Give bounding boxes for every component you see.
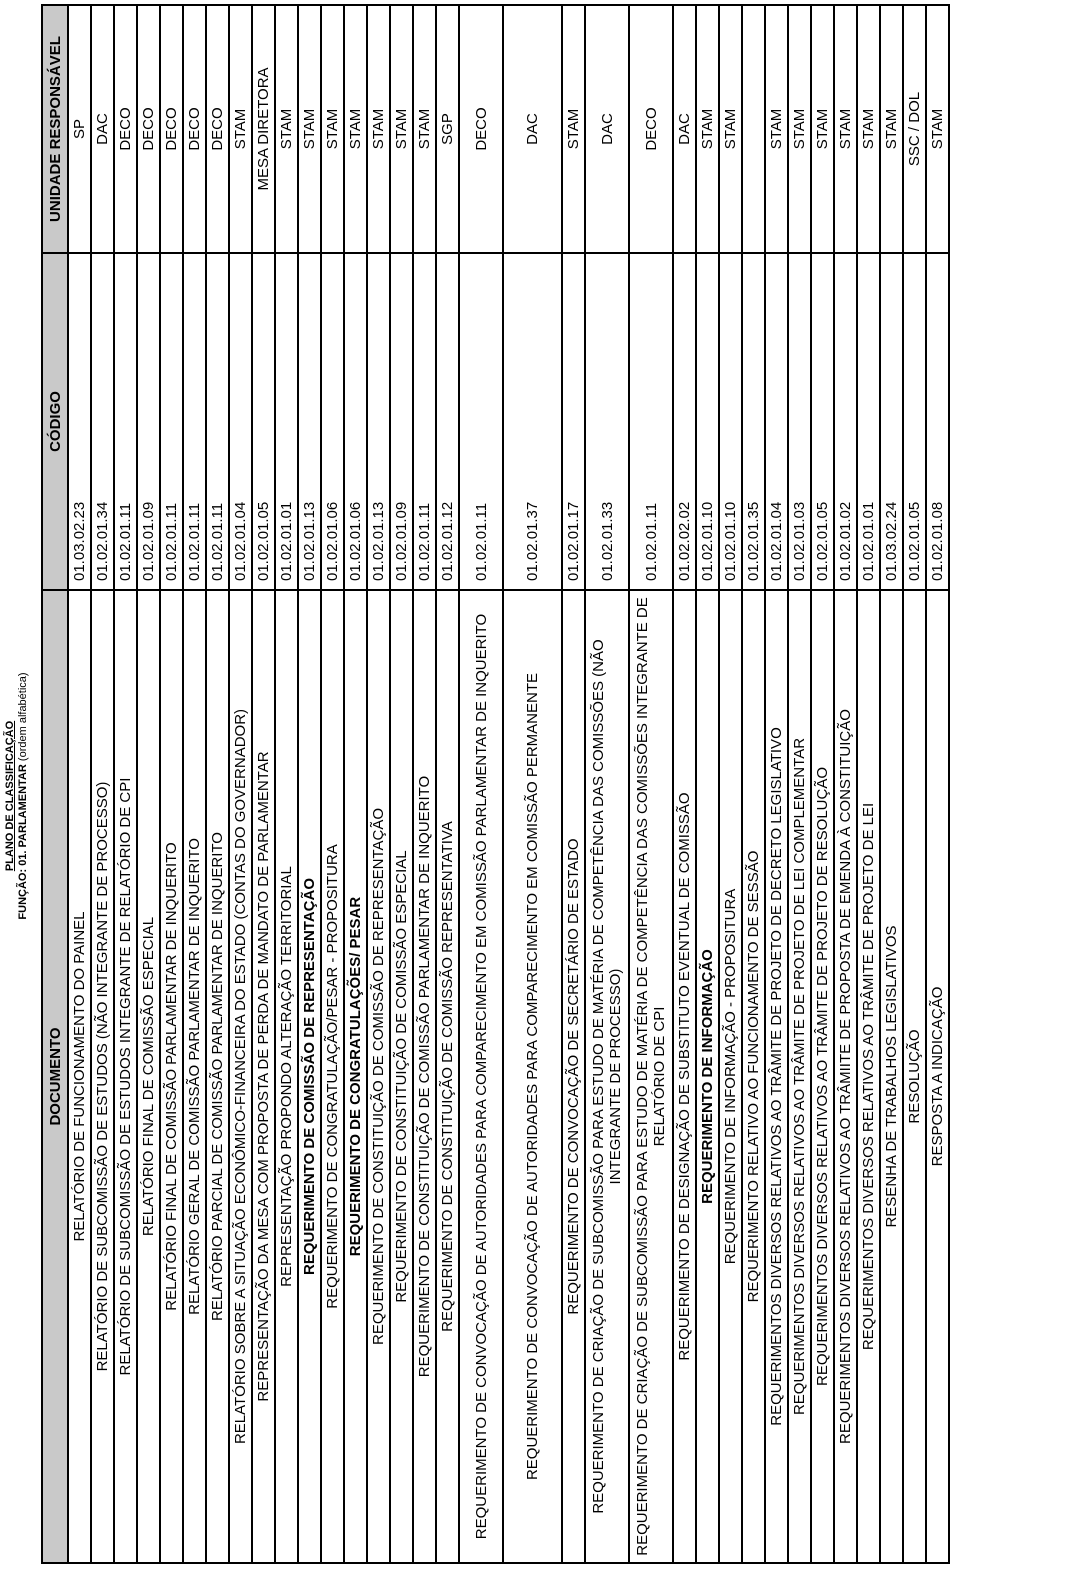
table-row	[91, 5, 114, 1563]
table-row	[857, 5, 880, 1563]
unit-cell: STAM	[321, 5, 344, 253]
document-cell: RELATÓRIO DE SUBCOMISSÃO DE ESTUDOS (NÃO INTEGRANTE DE PROCESSO)	[91, 590, 114, 1563]
table-row	[137, 5, 160, 1563]
document-cell: REQUERIMENTO DE CONSTITUIÇÃO DE COMISSÃO DE REPRESENTAÇÃO	[367, 590, 390, 1563]
unit-cell: DECO	[629, 5, 673, 253]
unit-cell: STAM	[367, 5, 390, 253]
table-row	[926, 5, 949, 1563]
code-cell: 01.02.01.05	[811, 253, 834, 590]
unit-cell: DECO	[183, 5, 206, 253]
table-row	[252, 5, 275, 1563]
table-row	[880, 5, 903, 1563]
table-row	[344, 5, 367, 1563]
document-cell: REPRESENTAÇÃO PROPONDO ALTERAÇÃO TERRITORIAL	[275, 590, 298, 1563]
table-row	[673, 5, 696, 1563]
code-cell: 01.02.01.33	[585, 253, 629, 590]
document-cell: REQUERIMENTO RELATIVO AO FUNCIONAMENTO DE SESSÃO	[742, 590, 765, 1563]
code-cell: 01.02.01.02	[834, 253, 857, 590]
document-cell: REQUERIMENTOS DIVERSOS RELATIVOS AO TRÂMITE DE PROJETO DE LEI	[857, 590, 880, 1563]
document-cell: RELATÓRIO PARCIAL DE COMISSÃO PARLAMENTAR DE INQUERITO	[206, 590, 229, 1563]
table-row	[903, 5, 926, 1563]
table-row	[459, 5, 503, 1563]
table-header-row	[42, 5, 68, 1563]
code-cell: 01.02.01.05	[903, 253, 926, 590]
code-cell: 01.03.02.24	[880, 253, 903, 590]
unit-cell: DAC	[585, 5, 629, 253]
unit-cell: DECO	[459, 5, 503, 253]
code-cell: 01.02.02.02	[673, 253, 696, 590]
code-cell: 01.02.01.11	[160, 253, 183, 590]
unit-cell: DECO	[160, 5, 183, 253]
unit-cell: STAM	[788, 5, 811, 253]
unit-cell: SP	[68, 5, 91, 253]
table-row	[367, 5, 390, 1563]
document-cell: RELATÓRIO FINAL DE COMISSÃO ESPECIAL	[137, 590, 160, 1563]
code-cell: 01.03.02.23	[68, 253, 91, 590]
document-cell: REQUERIMENTO DE CONGRATULAÇÕES/ PESAR	[344, 590, 367, 1563]
document-cell: RESPOSTA A INDICAÇÃO	[926, 590, 949, 1563]
document-cell: REQUERIMENTO DE INFORMAÇÃO	[696, 590, 719, 1563]
unit-cell: STAM	[298, 5, 321, 253]
document-cell: REQUERIMENTO DE INFORMAÇÃO - PROPOSITURA	[719, 590, 742, 1563]
code-cell: 01.02.01.11	[183, 253, 206, 590]
table-row	[183, 5, 206, 1563]
table-row	[413, 5, 436, 1563]
unit-cell: STAM	[390, 5, 413, 253]
table-row	[68, 5, 91, 1563]
unit-cell: STAM	[229, 5, 252, 253]
unit-cell: STAM	[765, 5, 788, 253]
table-row	[696, 5, 719, 1563]
unit-cell: STAM	[344, 5, 367, 253]
code-cell: 01.02.01.11	[206, 253, 229, 590]
classification-table	[41, 4, 950, 1564]
unit-cell	[742, 5, 765, 253]
unit-cell: DAC	[91, 5, 114, 253]
unit-cell: DAC	[503, 5, 562, 253]
document-cell: REQUERIMENTO DE CRIAÇÃO DE SUBCOMISSÃO PARA ESTUDO DE MATÉRIA DE COMPETÊNCIA DAS COMISSÕES INTEGRANTE DE RELATÓRIO DE CPI	[629, 590, 673, 1563]
document-header	[0, 0, 40, 1592]
code-cell: 01.02.01.09	[137, 253, 160, 590]
code-cell: 01.02.01.03	[788, 253, 811, 590]
document-cell: REQUERIMENTO DE CONSTITUIÇÃO DE COMISSÃO REPRESENTATIVA	[436, 590, 459, 1563]
code-cell: 01.02.01.35	[742, 253, 765, 590]
code-cell: 01.02.01.10	[696, 253, 719, 590]
table-row	[788, 5, 811, 1563]
document-cell: REQUERIMENTO DE CONVOCAÇÃO DE AUTORIDADES PARA COMPARECIMENTO EM COMISSÃO PERMANENTE	[503, 590, 562, 1563]
code-cell: 01.02.01.12	[436, 253, 459, 590]
document-cell: REQUERIMENTO DE DESIGNAÇÃO DE SUBSTITUTO EVENTUAL DE COMISSÃO	[673, 590, 696, 1563]
document-cell: REQUERIMENTOS DIVERSOS RELATIVOS AO TRÂMIITE DE PROPOSTA DE EMENDA À CONSTITUIÇÃO	[834, 590, 857, 1563]
subtitle-note: (ordem alfabética)	[17, 672, 29, 762]
document-cell: REQUERIMENTOS DIVERSOS RELATIVOS AO TRÂMITE DE PROJETO DE LEI COMPLEMENTAR	[788, 590, 811, 1563]
document-cell: RESENHA DE TRABALHOS LEGISLATIVOS	[880, 590, 903, 1563]
code-cell: 01.02.01.04	[765, 253, 788, 590]
table-row	[811, 5, 834, 1563]
table-row	[765, 5, 788, 1563]
document-cell: REQUERIMENTOS DIVERSOS RELATIVOS AO TRÂMITE DE PROJETO DE RESOLUÇÃO	[811, 590, 834, 1563]
unit-cell: DECO	[137, 5, 160, 253]
document-subtitle	[17, 0, 29, 1592]
unit-cell: STAM	[857, 5, 880, 253]
table-row	[114, 5, 137, 1563]
unit-cell: DAC	[673, 5, 696, 253]
code-cell: 01.02.01.11	[114, 253, 137, 590]
code-cell: 01.02.01.11	[413, 253, 436, 590]
unit-cell: STAM	[696, 5, 719, 253]
code-cell: 01.02.01.34	[91, 253, 114, 590]
table-row	[834, 5, 857, 1563]
document-cell: REQUERIMENTO DE CRIAÇÃO DE SUBCOMISSÃO PARA ESTUDO DE MATÉRIA DE COMPETÊNCIA DAS COMISSÕES (NÃO INTEGRANTE DE PROCESSO)	[585, 590, 629, 1563]
table-row	[160, 5, 183, 1563]
code-cell: 01.02.01.37	[503, 253, 562, 590]
document-cell: RELATÓRIO DE SUBCOMISSÃO DE ESTUDOS INTEGRANTE DE RELATÓRIO DE CPI	[114, 590, 137, 1563]
table-row	[206, 5, 229, 1563]
code-cell: 01.02.01.13	[298, 253, 321, 590]
document-cell: REPRESENTAÇÃO DA MESA COM PROPOSTA DE PERDA DE MANDATO DE PARLAMENTAR	[252, 590, 275, 1563]
table-row	[298, 5, 321, 1563]
unit-cell: DECO	[206, 5, 229, 253]
unit-cell: STAM	[562, 5, 585, 253]
code-cell: 01.02.01.09	[390, 253, 413, 590]
code-cell: 01.02.01.06	[344, 253, 367, 590]
table-row	[742, 5, 765, 1563]
unit-cell: SSC / DOL	[903, 5, 926, 253]
unit-cell: STAM	[413, 5, 436, 253]
unit-cell: STAM	[719, 5, 742, 253]
document-cell: RELATÓRIO GERAL DE COMISSÃO PARLAMENTAR DE INQUERITO	[183, 590, 206, 1563]
document-cell: REQUERIMENTO DE CONVOCAÇÃO DE SECRETÁRIO DE ESTADO	[562, 590, 585, 1563]
unit-cell: DECO	[114, 5, 137, 253]
document-cell: REQUERIMENTO DE COMISSÃO DE REPRESENTAÇÃO	[298, 590, 321, 1563]
table-row	[321, 5, 344, 1563]
unit-cell: STAM	[880, 5, 903, 253]
code-cell: 01.02.01.01	[857, 253, 880, 590]
table-row	[436, 5, 459, 1563]
unit-cell: MESA DIRETORA	[252, 5, 275, 253]
document-cell: REQUERIMENTOS DIVERSOS RELATIVOS AO TRÂMITE DE PROJETO DE DECRETO LEGISLATIVO	[765, 590, 788, 1563]
header-documento: DOCUMENTO	[42, 590, 68, 1563]
document-cell: REQUERIMENTO DE CONSTITUIÇÃO DE COMISSÃO PARLAMENTAR DE INQUERITO	[413, 590, 436, 1563]
document-cell: REQUERIMENTO DE CONSTITUIÇÃO DE COMISSÃO ESPECIAL	[390, 590, 413, 1563]
table-row	[229, 5, 252, 1563]
document-title: PLANO DE CLASSIFICAÇÃO	[4, 720, 16, 872]
table-row	[719, 5, 742, 1563]
document-cell: REQUERIMENTO DE CONVOCAÇÃO DE AUTORIDADES PARA COMPARECIMENTO EM COMISSÃO PARLAMENTAR DE INQUERITO	[459, 590, 503, 1563]
unit-cell: STAM	[811, 5, 834, 253]
document-cell: RELATÓRIO SOBRE A SITUAÇÃO ECONÔMICO-FINANCEIRA DO ESTADO (CONTAS DO GOVERNADOR)	[229, 590, 252, 1563]
table-row	[562, 5, 585, 1563]
table-row	[585, 5, 629, 1563]
code-cell: 01.02.01.05	[252, 253, 275, 590]
code-cell: 01.02.01.08	[926, 253, 949, 590]
unit-cell: SGP	[436, 5, 459, 253]
code-cell: 01.02.01.06	[321, 253, 344, 590]
table-row	[629, 5, 673, 1563]
unit-cell: STAM	[275, 5, 298, 253]
document-cell: REQUERIMENTO DE CONGRATULAÇÃO/PESAR - PROPOSITURA	[321, 590, 344, 1563]
header-codigo: CÓDIGO	[42, 253, 68, 590]
table-row	[390, 5, 413, 1563]
code-cell: 01.02.01.11	[459, 253, 503, 590]
code-cell: 01.02.01.04	[229, 253, 252, 590]
document-cell: RELATÓRIO DE FUNCIONAMENTO DO PAINEL	[68, 590, 91, 1563]
document-cell: RELATÓRIO FINAL DE COMISSÃO PARLAMENTAR DE INQUERITO	[160, 590, 183, 1563]
unit-cell: STAM	[926, 5, 949, 253]
code-cell: 01.02.01.17	[562, 253, 585, 590]
code-cell: 01.02.01.01	[275, 253, 298, 590]
table-row	[275, 5, 298, 1563]
unit-cell: STAM	[834, 5, 857, 253]
subtitle-function: FUNÇÃO: 01. PARLAMENTAR	[17, 764, 29, 920]
document-cell: RESOLUÇÃO	[903, 590, 926, 1563]
code-cell: 01.02.01.11	[629, 253, 673, 590]
code-cell: 01.02.01.13	[367, 253, 390, 590]
header-unidade: UNIDADE RESPONSÁVEL	[42, 5, 68, 253]
table-body	[68, 5, 949, 1563]
table-row	[503, 5, 562, 1563]
code-cell: 01.02.01.10	[719, 253, 742, 590]
